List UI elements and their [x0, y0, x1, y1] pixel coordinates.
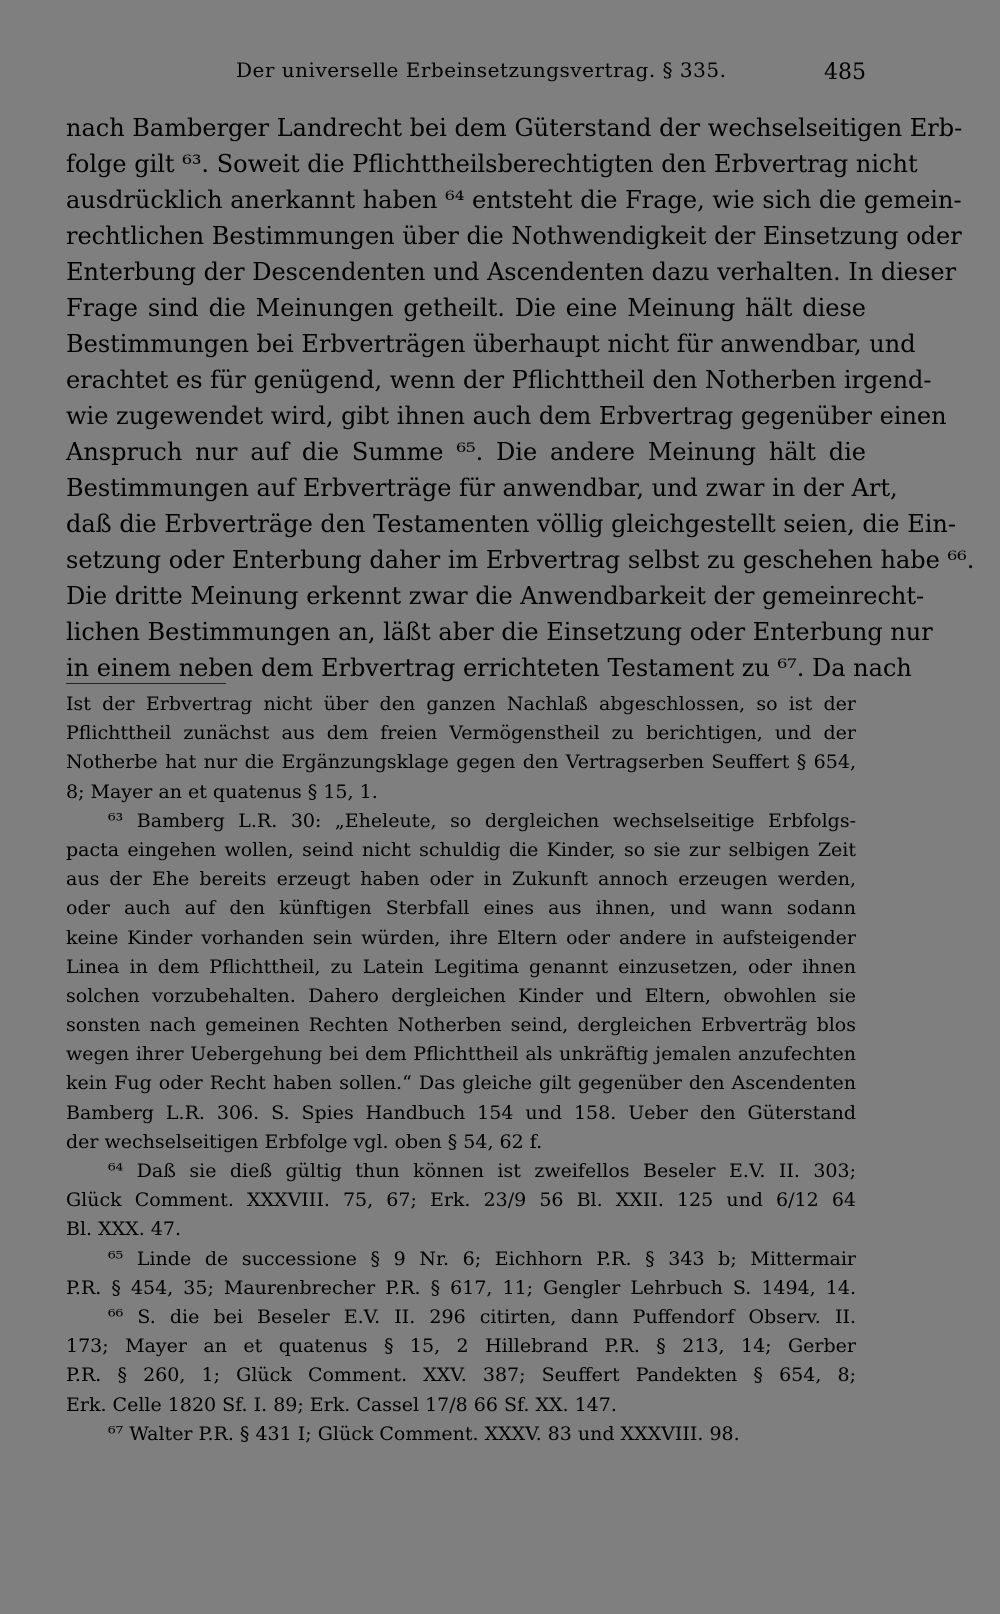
footnote-line: P.R. § 260, 1; Glück Comment. XXV. 387; Seuffert Pandekten § 654, 8;: [66, 1364, 856, 1387]
running-title: Der universelle Erbeinsetzungsvertrag. § 335.: [236, 58, 727, 82]
text-line: rechtlichen Bestimmungen über die Nothwendigkeit der Einsetzung oder: [66, 222, 962, 250]
footnote-line: aus der Ehe bereits erzeugt haben oder in Zukunft annoch erzeugen werden,: [66, 868, 856, 891]
footnotes: [66, 690, 856, 1449]
footnote-line: Erk. Celle 1820 Sf. I. 89; Erk. Cassel 17/8 66 Sf. XX. 147.: [66, 1393, 617, 1416]
text-line: Bestimmungen bei Erbverträgen überhaupt nicht für anwendbar, und: [66, 330, 916, 358]
footnote-64: ⁶⁴ Daß sie dieß gültig thun können ist zweifellos Beseler E.V. II. 303;: [108, 1160, 856, 1182]
footnote-63: ⁶³ Bamberg L.R. 30: „Eheleute, so dergleichen wechselseitige Erbfolgs-: [108, 809, 856, 832]
footnote-line: wegen ihrer Uebergehung bei dem Pflichttheil als unkräftig jemalen anzufechten: [66, 1043, 856, 1066]
main-text: [66, 110, 975, 686]
footnote-line: der wechselseitigen Erbfolge vgl. oben § 54, 62 f.: [66, 1130, 543, 1153]
text-line: wie zugewendet wird, gibt ihnen auch dem Erbvertrag gegenüber einen: [66, 402, 947, 430]
text-line: ausdrücklich anerkannt haben ⁶⁴ entsteht die Frage, wie sich die gemein-: [66, 186, 962, 214]
footnote-line: Glück Comment. XXXVIII. 75, 67; Erk. 23/9 56 Bl. XXII. 125 und 6/12 64: [66, 1189, 856, 1212]
footnote-line: Linea in dem Pflichttheil, zu Latein Legitima genannt einzusetzen, oder ihnen: [66, 955, 856, 978]
footnote-line: Notherbe hat nur die Ergänzungsklage gegen den Vertragserben Seuffert § 654,: [66, 751, 856, 774]
footnote-line: Ist der Erbvertrag nicht über den ganzen Nachlaß abgeschlossen, so ist der: [66, 693, 856, 715]
footnote-line: 8; Mayer an et quatenus § 15, 1.: [66, 780, 378, 803]
text-line: in einem neben dem Erbvertrag errichteten Testament zu ⁶⁷. Da nach: [66, 654, 912, 682]
footnote-line: P.R. § 454, 35; Maurenbrecher P.R. § 617, 11; Gengler Lehrbuch S. 1494, 14.: [66, 1276, 856, 1299]
text-line: Die dritte Meinung erkennt zwar die Anwendbarkeit der gemeinrecht-: [66, 582, 925, 610]
text-line: nach Bamberger Landrecht bei dem Güterstand der wechselseitigen Erb-: [66, 114, 963, 142]
text-line: setzung oder Enterbung daher im Erbvertrag selbst zu geschehen habe ⁶⁶.: [66, 546, 975, 574]
text-line: lichen Bestimmungen an, läßt aber die Einsetzung oder Enterbung nur: [66, 618, 933, 646]
page-number: 485: [824, 60, 866, 85]
footnote-67: ⁶⁷ Walter P.R. § 431 I; Glück Comment. XXXV. 83 und XXXVIII. 98.: [108, 1422, 740, 1445]
footnote-line: oder auch auf den künftigen Sterbfall eines aus ihnen, und wann sodann: [66, 897, 856, 920]
page-header: [66, 56, 866, 90]
text-line: folge gilt ⁶³. Soweit die Pflichttheilsberechtigten den Erbvertrag nicht: [66, 150, 918, 178]
text-line: Anspruch nur auf die Summe ⁶⁵. Die andere Meinung hält die: [66, 438, 866, 466]
text-line: Bestimmungen auf Erbverträge für anwendbar, und zwar in der Art,: [66, 474, 898, 502]
footnote-separator: [66, 683, 226, 684]
footnote-line: kein Fug oder Recht haben sollen.“ Das gleiche gilt gegenüber den Ascendenten: [66, 1072, 856, 1095]
text-line: Enterbung der Descendenten und Ascendenten dazu verhalten. In dieser: [66, 258, 957, 286]
footnote-line: 173; Mayer an et quatenus § 15, 2 Hillebrand P.R. § 213, 14; Gerber: [66, 1335, 856, 1358]
text-line: daß die Erbverträge den Testamenten völlig gleichgestellt seien, die Ein-: [66, 510, 956, 538]
footnote-65: ⁶⁵ Linde de successione § 9 Nr. 6; Eichhorn P.R. § 343 b; Mittermair: [108, 1247, 856, 1270]
footnote-line: solchen vorzubehalten. Dahero dergleichen Kinder und Eltern, obwohlen sie: [66, 984, 856, 1007]
text-line: erachtet es für genügend, wenn der Pflichttheil den Notherben irgend-: [66, 366, 932, 394]
footnote-line: pacta eingehen wollen, seind nicht schuldig die Kinder, so sie zur selbigen Zeit: [66, 838, 856, 861]
text-line: Frage sind die Meinungen getheilt. Die eine Meinung hält diese: [66, 294, 866, 322]
footnote-66: ⁶⁶ S. die bei Beseler E.V. II. 296 citirten, dann Puffendorf Observ. II.: [108, 1305, 856, 1328]
footnote-line: Bl. XXX. 47.: [66, 1218, 181, 1241]
footnote-line: Pflichttheil zunächst aus dem freien Vermögenstheil zu berichtigen, und der: [66, 722, 856, 745]
footnote-line: sonsten nach gemeinen Rechten Notherben seind, dergleichen Erbverträg blos: [66, 1014, 856, 1037]
footnote-line: Bamberg L.R. 306. S. Spies Handbuch 154 und 158. Ueber den Güterstand: [66, 1101, 856, 1124]
footnote-line: keine Kinder vorhanden sein würden, ihre Eltern oder andere in aufsteigender: [66, 926, 856, 949]
